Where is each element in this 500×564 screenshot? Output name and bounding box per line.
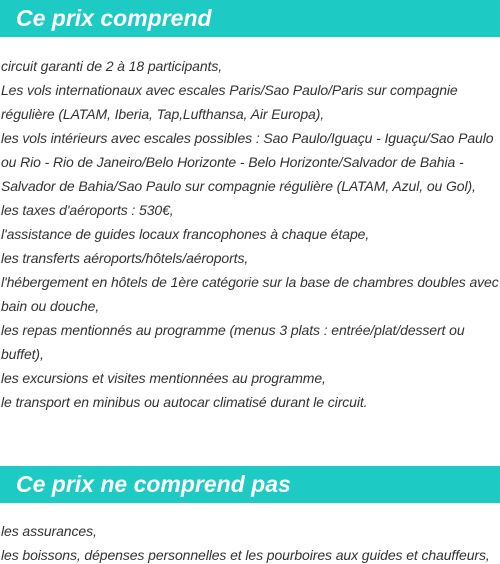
list-item: l'hébergement en hôtels de 1ère catégorie sur la base de chambres doubles avec bain ou douche,: [1, 274, 499, 314]
list-item: circuit garanti de 2 à 18 participants,: [1, 58, 223, 74]
list-item: Les vols internationaux avec escales Paris/Sao Paulo/Paris sur compagnie régulière (LATAM, Iberia, Tap,Lufthansa, Air Europa),: [1, 82, 458, 122]
included-section-title: Ce prix comprend: [0, 0, 500, 37]
list-item: l'assistance de guides locaux francophones à chaque étape,: [1, 226, 370, 242]
list-item: les assurances,: [1, 523, 97, 539]
list-item: les boissons, dépenses personnelles et les pourboires aux guides et chauffeurs,: [1, 547, 490, 563]
excluded-list: [0, 519, 500, 564]
excluded-section-title: Ce prix ne comprend pas: [0, 466, 500, 503]
list-item: les taxes d'aéroports : 530€,: [1, 202, 174, 218]
included-list: [0, 54, 500, 414]
list-item: les transferts aéroports/hôtels/aéroports,: [1, 250, 249, 266]
list-item: les repas mentionnés au programme (menus 3 plats : entrée/plat/dessert ou buffet),: [1, 322, 465, 362]
list-item: le transport en minibus ou autocar climatisé durant le circuit.: [1, 394, 368, 410]
list-item: les vols intérieurs avec escales possibles : Sao Paulo/Iguaçu - Iguaçu/Sao Paulo ou Rio - Rio de Janeiro/Belo Horizonte - Belo Horizonte/Salvador de Bahia - Salvador de Bahia/Sao Paulo sur compagnie régulière (LATAM, Azul, ou Gol),: [1, 130, 494, 194]
list-item: les excursions et visites mentionnées au programme,: [1, 370, 326, 386]
